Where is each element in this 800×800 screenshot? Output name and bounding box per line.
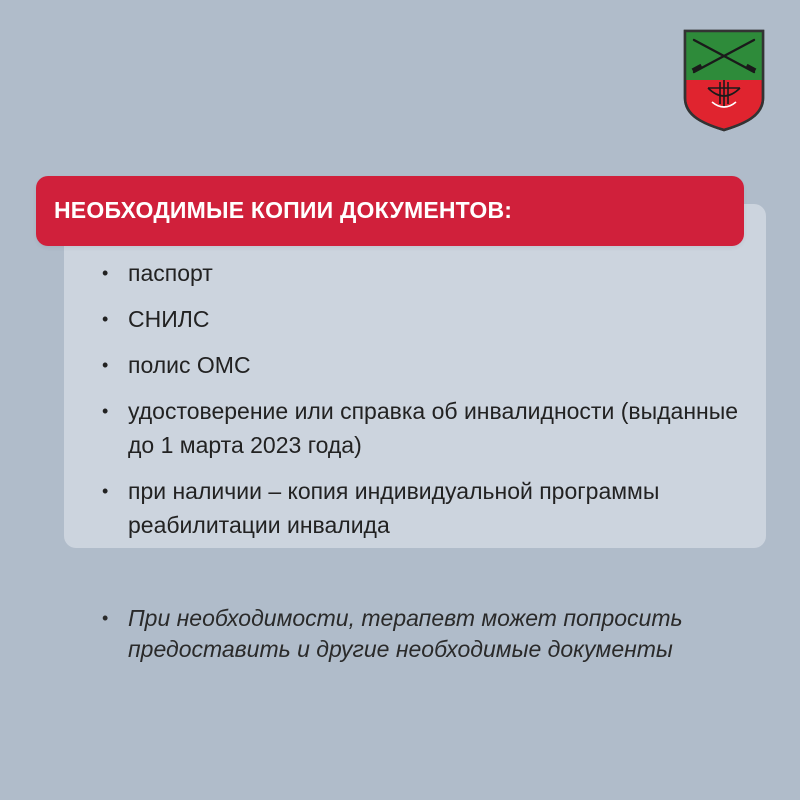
list-item: • при наличии – копия индивидуальной программы реабилитации инвалида <box>98 474 748 542</box>
coat-of-arms-icon <box>682 28 766 132</box>
documents-list <box>98 256 748 554</box>
list-item: • паспорт <box>98 256 748 290</box>
list-item: • удостоверение или справка об инвалидности (выданные до 1 марта 2023 года) <box>98 394 748 462</box>
title-banner <box>36 176 744 246</box>
list-item: • СНИЛС <box>98 302 748 336</box>
footnote <box>98 603 728 665</box>
list-item: • полис ОМС <box>98 348 748 382</box>
page-title: НЕОБХОДИМЫЕ КОПИИ ДОКУМЕНТОВ: <box>54 197 513 223</box>
bullet-icon: • <box>102 608 109 628</box>
footnote-text: При необходимости, терапевт может попросить предоставить и другие необходимые документы <box>128 605 683 662</box>
